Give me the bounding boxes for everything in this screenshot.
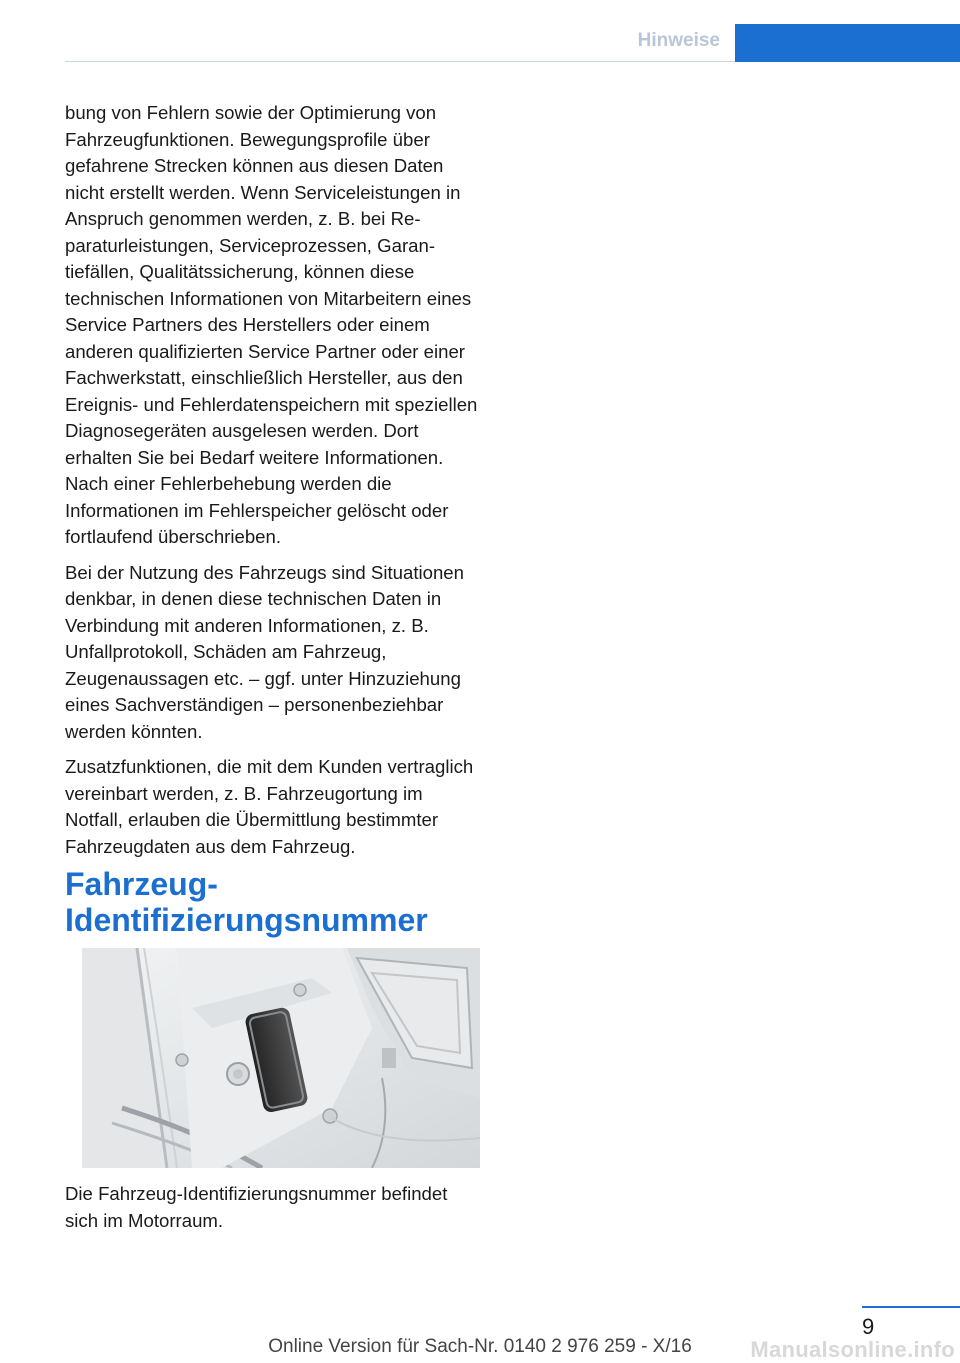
engine-bay-photo — [82, 948, 480, 1168]
section-heading-text: Fahrzeug-Identifizierungsnummer — [65, 866, 428, 938]
photo-caption: Die Fahrzeug-Identifizierungsnummer befindet sich im Motorraum. — [65, 1183, 448, 1231]
paragraph: bung von Fehlern sowie der Optimierung von Fahrzeugfunktionen. Bewegungsprofile über gefahrene Strecken können aus diesen Daten nicht erstellt werden. Wenn Serviceleistungen in Anspruch genommen werden, z. B. bei Reparaturleistungen, Serviceprozessen, Garantiefällen, Qualitätssicherung, können diese technischen Informationen von Mitarbeitern eines Service Partners des Herstellers oder einem anderen qualifizierten Service Partner oder einer Fachwerkstatt, einschließlich Hersteller, aus den Ereignis- und Fehlerdatenspeichern mit speziellen Diagnosegeräten ausgelesen werden. Dort erhalten Sie bei Bedarf weitere Informationen. Nach einer Fehlerbehebung werden die Informationen im Fehlerspeicher gelöscht oder fortlaufend überschrieben. — [65, 102, 478, 547]
footer-rule — [862, 1306, 960, 1308]
paragraph: Bei der Nutzung des Fahrzeugs sind Situationen denkbar, in denen diese technischen Daten in Verbindung mit anderen Informationen, z. B. Unfallprotokoll, Schäden am Fahrzeug, Zeugenaussagen etc. – ggf. unter Hinzuziehung eines Sachverständigen – personenbeziehbar werden könnten. — [65, 561, 464, 742]
page-number: 9 — [862, 1314, 875, 1339]
engine-bay-illustration — [82, 948, 480, 1168]
paragraph: Zusatzfunktionen, die mit dem Kunden vertraglich vereinbart werden, z. B. Fahrzeugortung im Notfall, erlauben die Übermittlung bestimmter Fahrzeugdaten aus dem Fahrzeug. — [65, 756, 474, 857]
header-tab — [735, 24, 960, 62]
section-title: Hinweise — [637, 30, 720, 51]
header-rule — [65, 61, 735, 62]
watermark: Manualsonline.info — [750, 1337, 955, 1362]
body-text — [65, 100, 481, 869]
section-heading — [65, 866, 485, 938]
footer-version-text: Online Version für Sach-Nr. 0140 2 976 259 - X/16 — [268, 1336, 692, 1357]
